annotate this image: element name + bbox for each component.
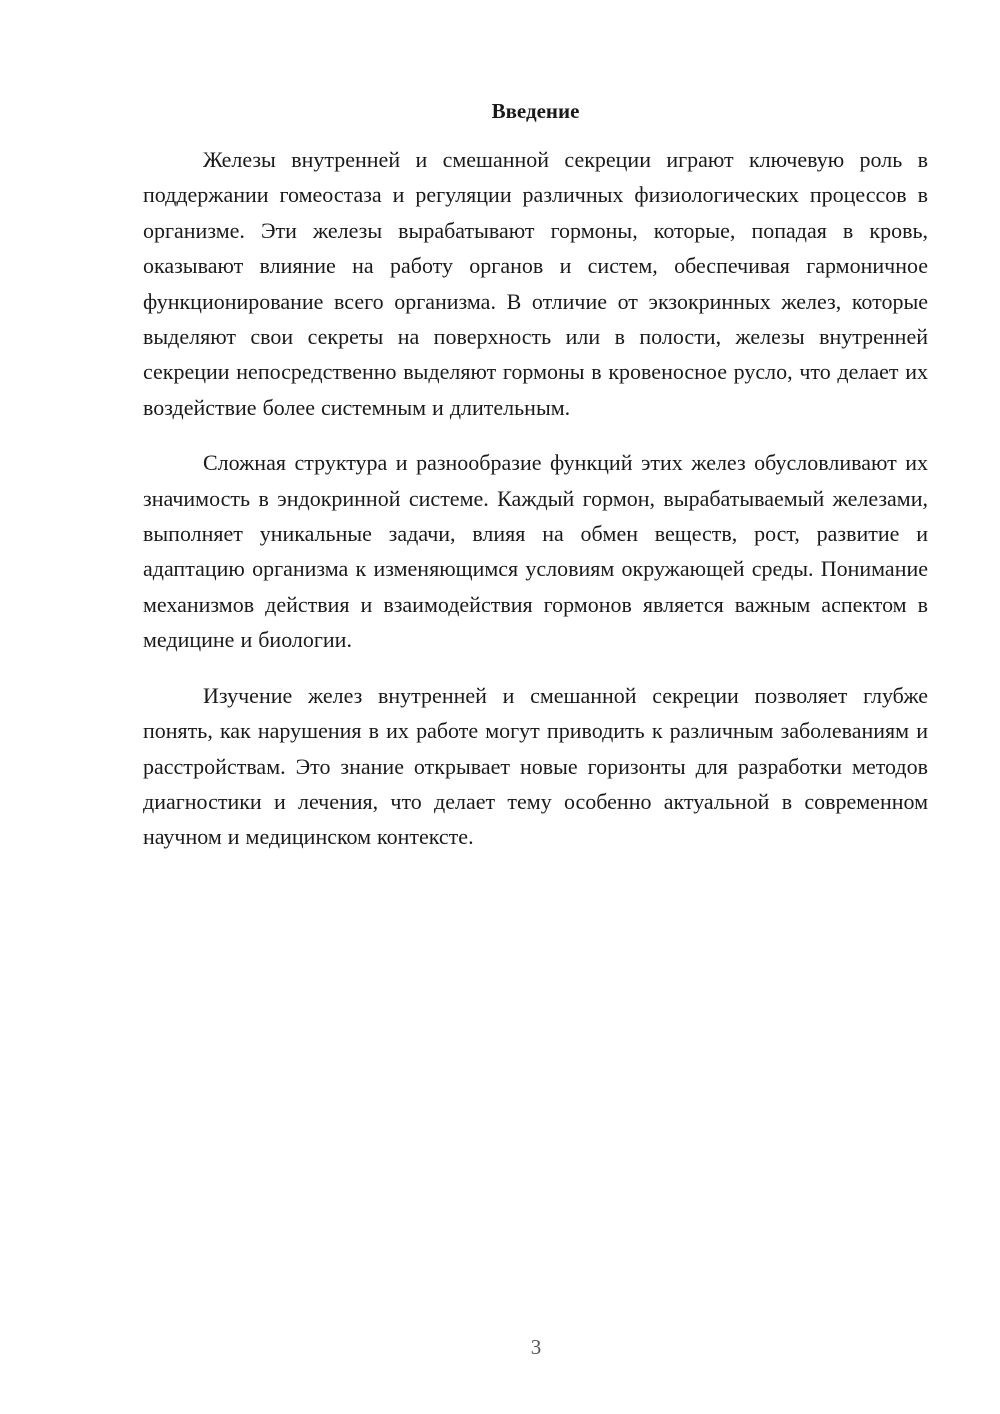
paragraph-2: Сложная структура и разнообразие функций этих желез обусловливают их значимость в эндокринной системе. Каждый гормон, вырабатываемый железами, выполняет уникальные задачи, влияя на обмен веществ, рост, развитие и адаптацию организма к изменяющимся условиям окружающей среды. Понимание механизмов действия и взаимодействия гормонов является важным аспектом в медицине и биологии. <box>143 450 928 653</box>
section-heading: Введение <box>491 99 580 123</box>
paragraph-3: Изучение желез внутренней и смешанной секреции позволяет глубже понять, как нарушения в их работе могут приводить к различным заболеваниям и расстройствам. Это знание открывает новые горизонты для разработки методов диагностики и лечения, что делает тему особенно актуальной в современном научном и медицинском контексте. <box>143 682 928 850</box>
page-number: 3 <box>530 1335 542 1359</box>
body-text <box>143 142 928 875</box>
paragraph-1: Железы внутренней и смешанной секреции играют ключевую роль в поддержании гомеостаза и регуляции различных физиологических процессов в организме. Эти железы вырабатывают гормоны, которые, попадая в кровь, оказывают влияние на работу органов и систем, обеспечивая гармоничное функционирование всего организма. В отличие от экзокринных желез, которые выделяют свои секреты на поверхность или в полости, железы внутренней секреции непосредственно выделяют гормоны в кровеносное русло, что делает их воздействие более системным и длительным. <box>143 147 928 420</box>
